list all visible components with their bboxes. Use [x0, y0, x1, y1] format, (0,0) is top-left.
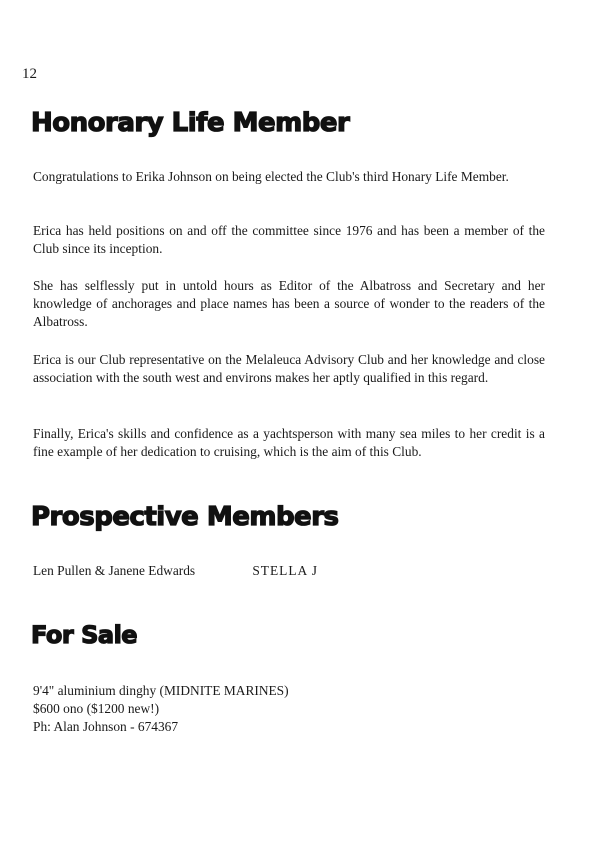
prospective-members-heading: Prospective Members	[31, 502, 339, 532]
sale-contact-phone: Ph: Alan Johnson - 674367	[33, 719, 179, 734]
page-number: 12	[22, 66, 37, 82]
honorary-paragraph-2: Erica has held positions on and off the committee since 1976 and has been a member of the Club since its inception.	[33, 223, 545, 256]
sale-item-description: 9'4" aluminium dinghy (MIDNITE MARINES)	[33, 683, 289, 698]
for-sale-listing	[33, 682, 289, 736]
sale-item-price: $600 ono ($1200 new!)	[33, 701, 160, 716]
for-sale-heading: For Sale	[31, 621, 138, 649]
honorary-paragraph-1: Congratulations to Erika Johnson on being elected the Club's third Honary Life Member.	[33, 169, 509, 184]
honorary-life-member-heading: Honorary Life Member	[31, 108, 350, 138]
honorary-paragraph-3: She has selflessly put in untold hours as Editor of the Albatross and Secretary and her knowledge of anchorages and place names has been a source of wonder to the readers of the Albatross.	[33, 278, 545, 329]
member-names: Len Pullen & Janene Edwards	[33, 563, 196, 578]
prospective-member-row	[33, 563, 318, 579]
honorary-paragraph-5: Finally, Erica's skills and confidence as a yachtsperson with many sea miles to her credit is a fine example of her dedication to cruising, which is the aim of this Club.	[33, 426, 545, 459]
honorary-paragraph-4: Erica is our Club representative on the Melaleuca Advisory Club and her knowledge and close association with the south west and environs makes her aptly qualified in this regard.	[33, 352, 545, 385]
member-boat-name: STELLA J	[252, 563, 319, 578]
